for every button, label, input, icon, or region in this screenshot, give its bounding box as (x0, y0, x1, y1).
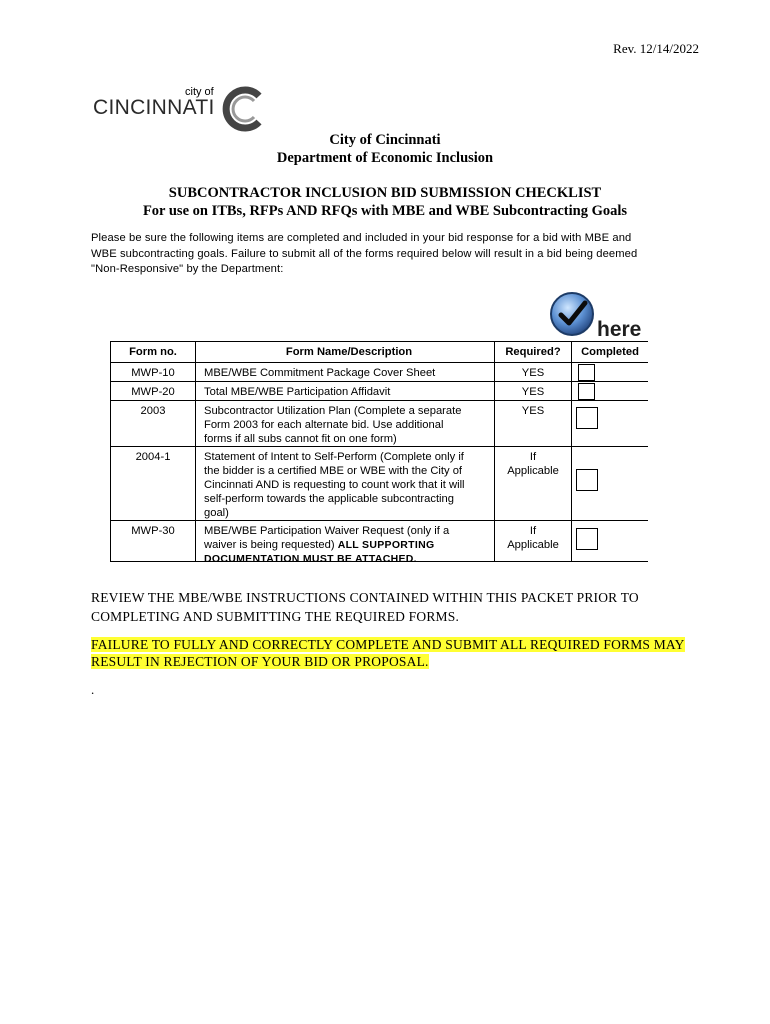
table-row (111, 521, 649, 562)
completed-cell (572, 447, 649, 521)
checklist-title: SUBCONTRACTOR INCLUSION BID SUBMISSION CHECKLIST (168, 185, 602, 201)
failure-warning (91, 636, 685, 670)
header-city: City of Cincinnati (329, 132, 441, 148)
table-header-row (111, 342, 649, 363)
failure-line: RESULT IN REJECTION OF YOUR BID OR PROPOSAL. (91, 654, 429, 669)
form-required (495, 447, 572, 521)
completed-cell (572, 382, 649, 401)
form-name-line: Form 2003 for each alternate bid. Use additional (204, 419, 444, 431)
form-name-line (204, 538, 494, 552)
form-no: 2004-1 (111, 447, 196, 521)
header-form-no: Form no. (111, 342, 196, 363)
form-name-emphasis: ALL SUPPORTING (337, 539, 435, 551)
revision-date: Rev. 12/14/2022 (613, 41, 699, 56)
table-row (111, 363, 649, 382)
intro-line-3: "Non-Responsive" by the Department: (91, 263, 284, 275)
logo-cincinnati: CINCINNATI (93, 96, 215, 119)
city-logo (93, 86, 273, 132)
form-name-line: the bidder is a certified MBE or WBE with the City of (204, 465, 463, 477)
form-name-line: Statement of Intent to Self-Perform (Complete only if (204, 451, 464, 463)
form-name: MBE/WBE Commitment Package Cover Sheet (196, 363, 495, 382)
completed-checkbox[interactable] (576, 469, 598, 491)
form-name-line: forms if all subs cannot fit on one form) (204, 433, 397, 445)
form-name-line: MBE/WBE Participation Waiver Request (only if a (204, 525, 450, 537)
form-name: Total MBE/WBE Participation Affidavit (196, 382, 495, 401)
form-required (495, 521, 572, 562)
table-row (111, 401, 649, 447)
failure-line: FAILURE TO FULLY AND CORRECTLY COMPLETE AND SUBMIT ALL REQUIRED FORMS MAY (91, 637, 685, 652)
form-name-emphasis: DOCUMENTATION MUST BE ATTACHED. (204, 553, 417, 561)
logo-city-of: city of (185, 86, 214, 98)
form-name (196, 521, 495, 562)
header-form-name: Form Name/Description (196, 342, 495, 363)
form-name-line: Subcontractor Utilization Plan (Complete a separate (204, 405, 462, 417)
form-name (196, 401, 495, 447)
review-line: COMPLETING AND SUBMITTING THE REQUIRED FORMS. (91, 609, 460, 624)
form-name (196, 447, 495, 521)
required-line: If (529, 451, 537, 463)
completed-cell (572, 363, 649, 382)
form-no: 2003 (111, 401, 196, 447)
form-name-line: goal) (204, 507, 229, 519)
form-no: MWP-30 (111, 521, 196, 562)
form-name-line: self-perform towards the applicable subcontracting (204, 493, 454, 505)
trailing-period: . (91, 682, 95, 697)
completed-cell (572, 521, 649, 562)
form-name-line: Cincinnati AND is requesting to count work that it will (204, 479, 465, 491)
check-here-label: here (597, 318, 642, 341)
logo-c-mark-icon (221, 86, 267, 132)
form-required: YES (495, 401, 572, 447)
header-required: Required? (495, 342, 572, 363)
review-instructions (91, 588, 639, 626)
form-no: MWP-20 (111, 382, 196, 401)
required-line: Applicable (507, 465, 559, 477)
intro-line-2: WBE subcontracting goals. Failure to submit all of the forms required below will result in a bid being deemed (91, 247, 638, 260)
form-required: YES (495, 382, 572, 401)
completed-checkbox[interactable] (578, 364, 595, 381)
form-required: YES (495, 363, 572, 382)
completed-checkbox[interactable] (576, 407, 598, 429)
completed-checkbox[interactable] (576, 528, 598, 550)
checklist-subtitle: For use on ITBs, RFPs AND RFQs with MBE and WBE Subcontracting Goals (142, 203, 628, 219)
completed-cell (572, 401, 649, 447)
intro-line-1: Please be sure the following items are completed and included in your bid response for a bid with MBE and (91, 232, 632, 244)
review-line: REVIEW THE MBE/WBE INSTRUCTIONS CONTAINED WITHIN THIS PACKET PRIOR TO (91, 590, 639, 605)
header-completed: Completed (572, 342, 649, 363)
intro-paragraph (91, 231, 681, 278)
table-row (111, 382, 649, 401)
required-line: If (529, 525, 537, 537)
form-name-text: waiver is being requested) (204, 539, 335, 551)
header-department: Department of Economic Inclusion (276, 150, 494, 166)
completed-checkbox[interactable] (578, 383, 595, 400)
table-row (111, 447, 649, 521)
form-no: MWP-10 (111, 363, 196, 382)
check-here-icon (548, 290, 596, 338)
checklist-table (110, 341, 648, 562)
required-line: Applicable (507, 539, 559, 551)
